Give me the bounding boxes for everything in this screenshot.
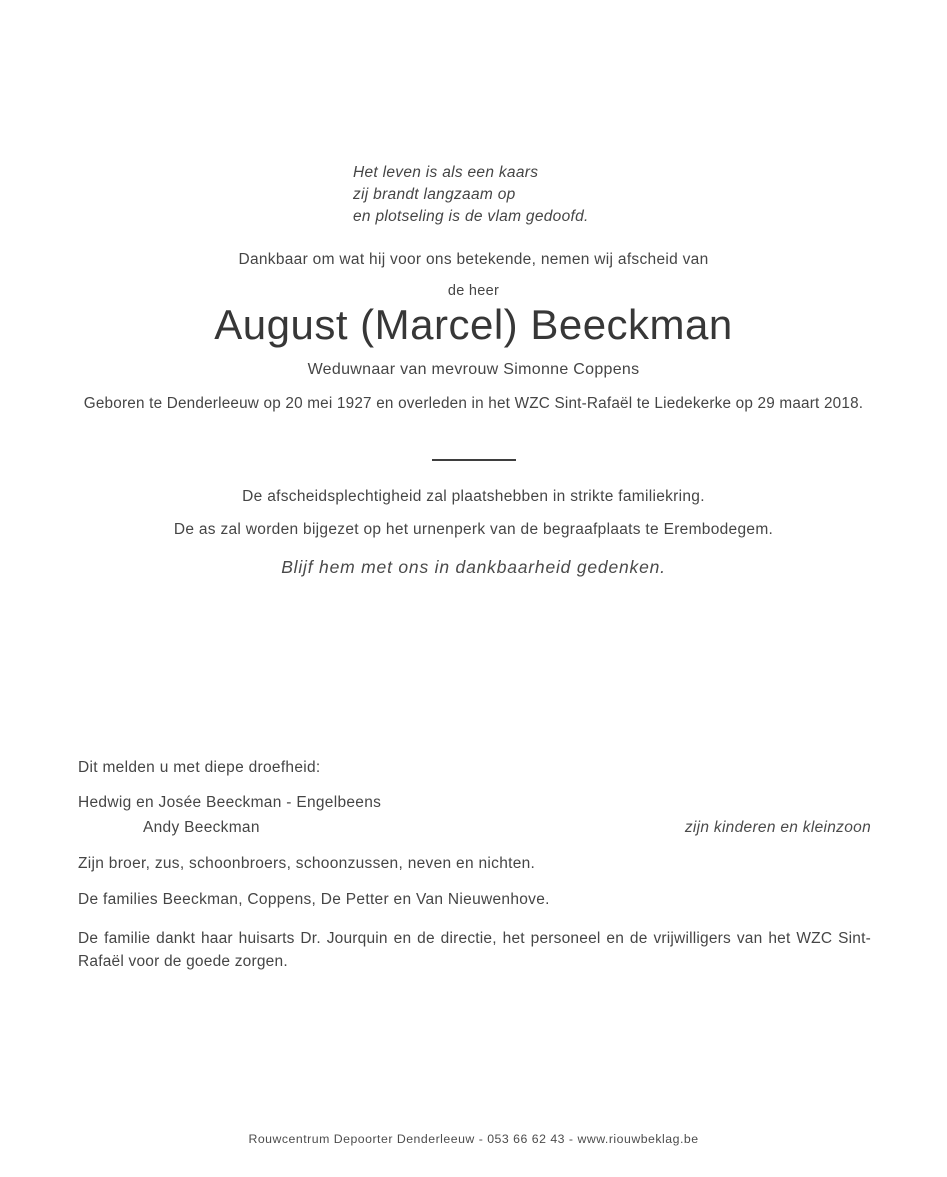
deceased-name: August (Marcel) Beeckman xyxy=(214,301,733,348)
relatives-line: Zijn broer, zus, schoonbroers, schoonzussen, neven en nichten. xyxy=(78,855,536,872)
memorial-poem xyxy=(353,162,589,228)
funeral-home-footer: Rouwcentrum Depoorter Denderleeuw - 053 66 62 43 - www.riouwbeklag.be xyxy=(248,1132,699,1146)
children-line-2: Andy Beeckman xyxy=(143,819,260,836)
announcement-line: Dit melden u met diepe droefheid: xyxy=(78,759,321,776)
poem-line-1: Het leven is als een kaars xyxy=(353,164,539,181)
remembrance-motto: Blijf hem met ons in dankbaarheid gedenken. xyxy=(281,557,666,577)
relation-line: Weduwnaar van mevrouw Simonne Coppens xyxy=(307,361,640,378)
children-line-1: Hedwig en Josée Beeckman - Engelbeens xyxy=(78,794,382,811)
ceremony-line-2: De as zal worden bijgezet op het urnenperk van de begraafplaats te Erembodegem. xyxy=(173,521,774,538)
section-divider xyxy=(432,459,516,461)
families-line: De families Beeckman, Coppens, De Petter en Van Nieuwenhove. xyxy=(78,891,550,908)
salutation-line: de heer xyxy=(447,283,500,299)
life-dates-line: Geboren te Denderleeuw op 20 mei 1927 en overleden in het WZC Sint-Rafaël te Liedekerke op 29 maart 2018. xyxy=(83,395,864,412)
gratitude-line: Dankbaar om wat hij voor ons betekende, nemen wij afscheid van xyxy=(238,251,709,268)
thanks-paragraph: De familie dankt haar huisarts Dr. Jourquin en de directie, het personeel en de vrijwilligers van het WZC Sint-Rafaël voor de goede zorgen. xyxy=(78,930,871,970)
poem-line-3: en plotseling is de vlam gedoofd. xyxy=(353,208,589,225)
poem-line-2: zij brandt langzaam op xyxy=(353,186,516,203)
children-line-2-row xyxy=(78,819,871,837)
ceremony-line-1: De afscheidsplechtigheid zal plaatshebben in strikte familiekring. xyxy=(242,488,705,505)
relation-note: zijn kinderen en kleinzoon xyxy=(684,819,871,836)
